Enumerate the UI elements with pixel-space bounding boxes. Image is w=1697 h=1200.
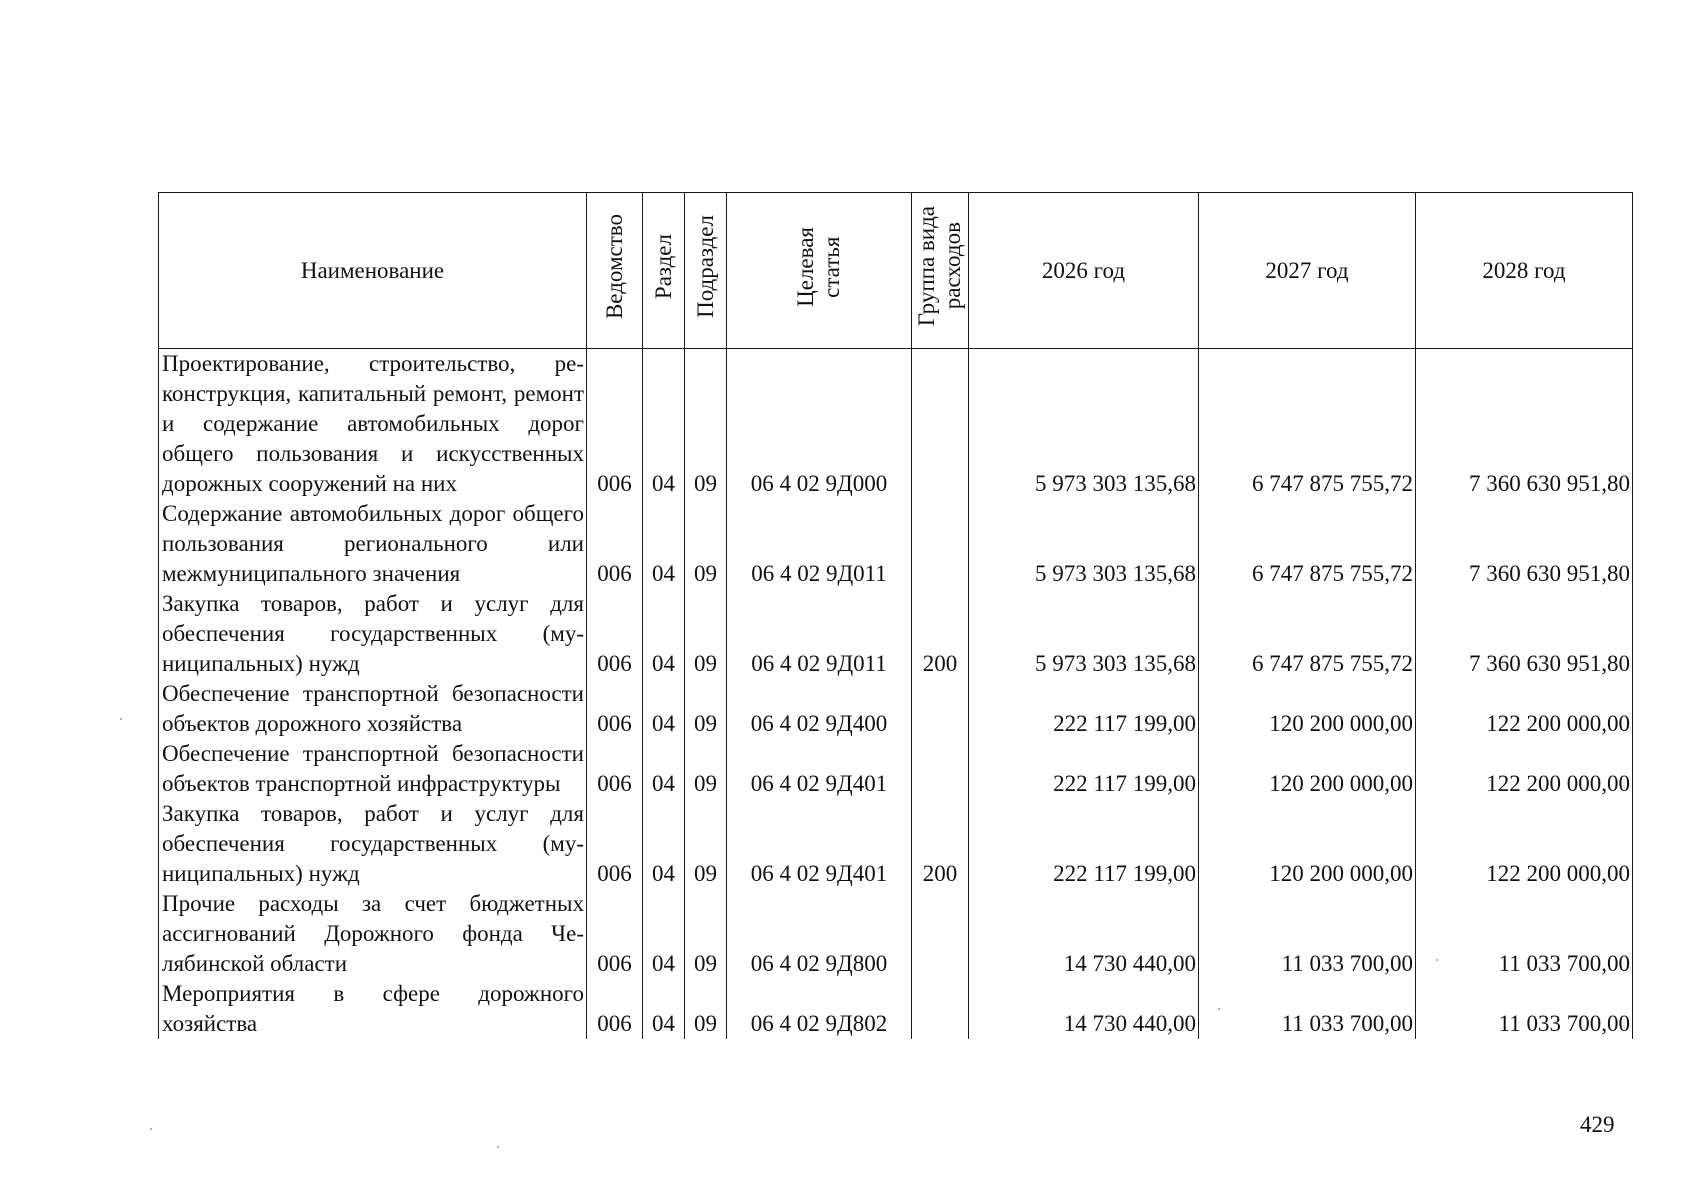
header-year-2026: 2026 год (969, 193, 1199, 349)
row-section: 04 (643, 799, 685, 889)
row-amount-2028: 11 033 700,00 (1416, 889, 1633, 979)
row-expense-group (912, 349, 969, 500)
row-amount-2027: 11 033 700,00 (1199, 979, 1416, 1039)
row-name: Прочие расходы за счет бюджетных ассигнований Дорожного фонда Челябинской области (159, 889, 587, 979)
row-amount-2026: 5 973 303 135,68 (969, 499, 1199, 589)
table-row (159, 499, 1633, 589)
row-expense-group: 200 (912, 589, 969, 679)
row-subsection: 09 (685, 889, 727, 979)
row-target-article: 06 4 02 9Д800 (727, 889, 912, 979)
table-row (159, 589, 1633, 679)
header-subsection: Подраздел (685, 193, 727, 349)
page-number: 429 (1580, 1112, 1615, 1137)
row-section: 04 (643, 889, 685, 979)
table-header-row (159, 193, 1633, 349)
row-section: 04 (643, 679, 685, 739)
scan-speck (1218, 1008, 1220, 1010)
row-target-article: 06 4 02 9Д401 (727, 739, 912, 799)
row-name: Мероприятия в сфере дорожного хозяйства (159, 979, 587, 1039)
row-subsection: 09 (685, 979, 727, 1039)
row-target-article: 06 4 02 9Д401 (727, 799, 912, 889)
row-subsection: 09 (685, 799, 727, 889)
row-amount-2028: 7 360 630 951,80 (1416, 499, 1633, 589)
row-amount-2026: 222 117 199,00 (969, 739, 1199, 799)
row-amount-2027: 120 200 000,00 (1199, 679, 1416, 739)
row-name: Закупка товаров, работ и услуг для обеспечения государственных (муниципальных) нужд (159, 589, 587, 679)
row-amount-2027: 120 200 000,00 (1199, 739, 1416, 799)
row-amount-2028: 11 033 700,00 (1416, 979, 1633, 1039)
row-amount-2028: 7 360 630 951,80 (1416, 349, 1633, 500)
scan-speck (150, 1128, 152, 1130)
table-row (159, 349, 1633, 500)
row-amount-2027: 6 747 875 755,72 (1199, 349, 1416, 500)
row-department: 006 (587, 739, 643, 799)
header-section: Раздел (643, 193, 685, 349)
row-section: 04 (643, 349, 685, 500)
table-row (159, 889, 1633, 979)
header-year-2027: 2027 год (1199, 193, 1416, 349)
row-target-article: 06 4 02 9Д011 (727, 499, 912, 589)
row-department: 006 (587, 979, 643, 1039)
row-amount-2026: 222 117 199,00 (969, 679, 1199, 739)
table-row (159, 979, 1633, 1039)
row-name: Содержание автомобильных дорог общего пользования регионального или межмуниципального значения (159, 499, 587, 589)
row-department: 006 (587, 349, 643, 500)
row-subsection: 09 (685, 349, 727, 500)
row-target-article: 06 4 02 9Д802 (727, 979, 912, 1039)
row-amount-2028: 122 200 000,00 (1416, 739, 1633, 799)
row-section: 04 (643, 979, 685, 1039)
row-name: Обеспечение транспортной безопасности объектов дорожного хозяйства (159, 679, 587, 739)
row-subsection: 09 (685, 499, 727, 589)
row-name: Закупка товаров, работ и услуг для обеспечения государственных (муниципальных) нужд (159, 799, 587, 889)
scan-speck (497, 1146, 499, 1148)
row-expense-group (912, 679, 969, 739)
row-department: 006 (587, 889, 643, 979)
header-name: Наименование (159, 193, 587, 349)
row-amount-2026: 222 117 199,00 (969, 799, 1199, 889)
row-expense-group (912, 739, 969, 799)
row-section: 04 (643, 499, 685, 589)
row-name: Проектирование, строительство, реконструкция, капитальный ремонт, ремонт и содержание автомобильных дорог общего пользования и искусственных дорожных сооружений на них (159, 349, 587, 500)
row-amount-2026: 14 730 440,00 (969, 979, 1199, 1039)
header-target-article: Целевая статья (727, 193, 912, 349)
scan-speck (1436, 959, 1438, 961)
row-target-article: 06 4 02 9Д400 (727, 679, 912, 739)
row-department: 006 (587, 679, 643, 739)
row-target-article: 06 4 02 9Д011 (727, 589, 912, 679)
row-expense-group: 200 (912, 799, 969, 889)
header-year-2028: 2028 год (1416, 193, 1633, 349)
row-amount-2026: 5 973 303 135,68 (969, 349, 1199, 500)
row-section: 04 (643, 739, 685, 799)
row-amount-2026: 14 730 440,00 (969, 889, 1199, 979)
row-section: 04 (643, 589, 685, 679)
table-row (159, 679, 1633, 739)
table-row (159, 799, 1633, 889)
row-amount-2028: 7 360 630 951,80 (1416, 589, 1633, 679)
row-subsection: 09 (685, 679, 727, 739)
row-department: 006 (587, 499, 643, 589)
row-amount-2027: 6 747 875 755,72 (1199, 589, 1416, 679)
row-amount-2027: 6 747 875 755,72 (1199, 499, 1416, 589)
row-department: 006 (587, 589, 643, 679)
header-department: Ведомство (587, 193, 643, 349)
row-department: 006 (587, 799, 643, 889)
row-target-article: 06 4 02 9Д000 (727, 349, 912, 500)
row-amount-2026: 5 973 303 135,68 (969, 589, 1199, 679)
row-subsection: 09 (685, 589, 727, 679)
row-amount-2028: 122 200 000,00 (1416, 799, 1633, 889)
row-expense-group (912, 889, 969, 979)
row-amount-2028: 122 200 000,00 (1416, 679, 1633, 739)
row-expense-group (912, 499, 969, 589)
row-amount-2027: 120 200 000,00 (1199, 799, 1416, 889)
budget-table (158, 192, 1633, 1039)
row-subsection: 09 (685, 739, 727, 799)
row-expense-group (912, 979, 969, 1039)
header-expense-group: Группа вида расходов (912, 193, 969, 349)
row-name: Обеспечение транспортной безопасности объектов транспортной инфраструктуры (159, 739, 587, 799)
table-row (159, 739, 1633, 799)
row-amount-2027: 11 033 700,00 (1199, 889, 1416, 979)
scan-speck (120, 718, 122, 720)
